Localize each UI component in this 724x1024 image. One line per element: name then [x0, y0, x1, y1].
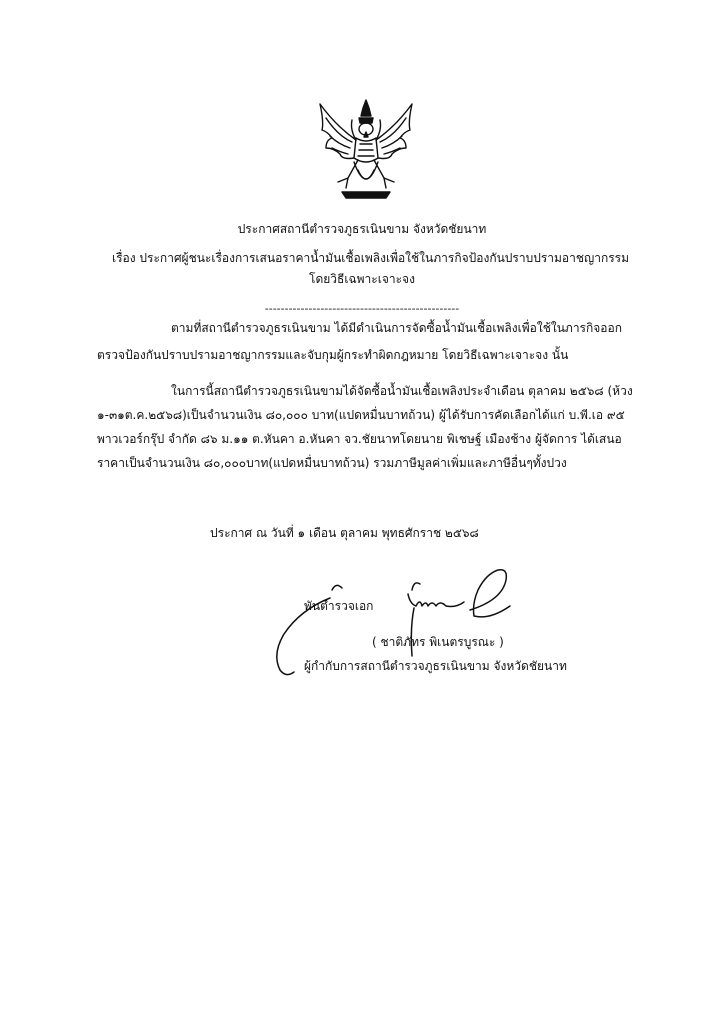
- paragraph-2-line-2: ๑-๓๑ต.ค.๒๕๖๘)เป็นจำนวนเงิน ๘๐,๐๐๐ บาท(แปดหมื่นบาทถ้วน) ผู้ได้รับการคัดเลือกได้แก่ บ.พี.เอ ๙๕: [97, 408, 625, 422]
- signer-rank: พันตำรวจเอก: [304, 599, 374, 613]
- paragraph-1-line-2: ตรวจป้องกันปราบปรามอาชญากรรมและจับกุมผู้กระทำผิดกฎหมาย โดยวิธีเฉพาะเจาะจง นั้น: [97, 348, 569, 362]
- paragraph-2-line-1: ในการนี้สถานีตำรวจภูธรเนินขามได้จัดซื้อน้ำมันเชื้อเพลิงประจำเดือน ตุลาคม ๒๕๖๘ (ห้วง: [171, 384, 633, 398]
- paragraph-2-line-4: ราคาเป็นจำนวนเงิน ๘๐,๐๐๐บาท(แปดหมื่นบาทถ้วน) รวมภาษีมูลค่าเพิ่มและภาษีอื่นๆทั้งปวง: [97, 456, 567, 470]
- document-title: ประกาศสถานีตำรวจภูธรเนินขาม จังหวัดชัยนาท: [237, 222, 487, 236]
- subject-line-2: โดยวิธีเฉพาะเจาะจง: [309, 272, 415, 286]
- paragraph-1-line-1: ตามที่สถานีตำรวจภูธรเนินขาม ได้มีดำเนินการจัดซื้อน้ำมันเชื้อเพลิงเพื่อใช้ในภารกิจออก: [171, 321, 622, 335]
- subject-line-1: เรื่อง ประกาศผู้ชนะเรื่องการเสนอราคาน้ำมันเชื้อเพลิงเพื่อใช้ในภารกิจป้องกันปราบปรามอาชญากรรม: [112, 251, 630, 265]
- announcement-date: ประกาศ ณ วันที่ ๑ เดือน ตุลาคม พุทธศักราช ๒๕๖๘: [210, 526, 479, 540]
- paragraph-2-line-3: พาวเวอร์กรุ๊ป จำกัด ๘๖ ม.๑๑ ต.หันคา อ.หันคา จว.ชัยนาทโดยนาย พิเชษฐ์ เมืองช้าง ผู้จัดการ ได้เสนอ: [97, 432, 622, 446]
- signer-position: ผู้กำกับการสถานีตำรวจภูธรเนินขาม จังหวัดชัยนาท: [304, 659, 567, 673]
- signer-name: ( ชาติภัทร พิเนตรบูรณะ ): [372, 635, 504, 649]
- garuda-emblem-icon: [312, 96, 420, 200]
- divider-line: -------------------------------------------------: [264, 302, 460, 315]
